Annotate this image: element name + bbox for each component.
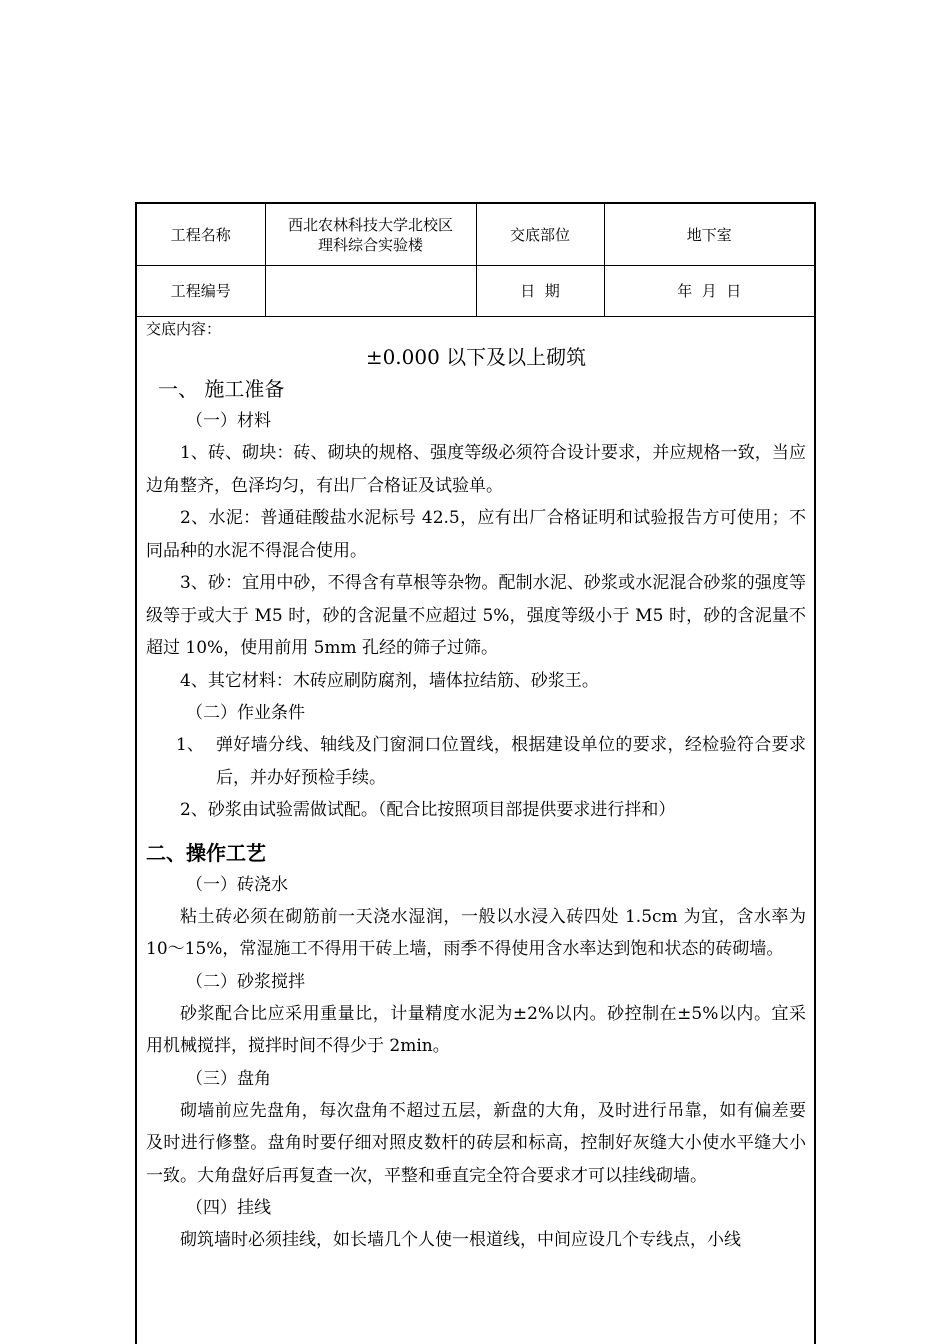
section1-sub1: （一）材料: [186, 411, 271, 431]
section1-list-item: [146, 729, 806, 794]
project-name-label: 工程名称: [137, 204, 265, 266]
header-table: [137, 204, 814, 317]
project-no-label: 工程编号: [137, 266, 265, 317]
section2-sub1: （一）砖浇水: [186, 874, 288, 895]
section2-p2: 砂浆配合比应采用重量比，计量精度水泥为±2%以内。砂控制在±5%以内。宜采用机械搅拌，搅拌时间不得少于 2min。: [146, 1003, 806, 1056]
doc-title: ±0.000 以下及以上砌筑: [365, 345, 587, 369]
section2-p4: 砌筑墙时必须挂线，如长墙几个人使一根道线，中间应设几个专线点，小线: [180, 1230, 741, 1250]
section1-heading: 一、 施工准备: [158, 377, 285, 401]
list-item-number: 1、: [176, 735, 204, 755]
section1-p2: 2、水泥：普通硅酸盐水泥标号 42.5，应有出厂合格证明和试验报告方可使用；不同品种的水泥不得混合使用。: [146, 508, 806, 561]
section1-p3: 3、砂：宜用中砂，不得含有草根等杂物。配制水泥、砂浆或水泥混合砂浆的强度等级等于或大于 M5 时，砂的含泥量不应超过 5%，强度等级小于 M5 时，砂的含泥量不超过 10%，使用前用 5mm 孔经的筛子过筛。: [146, 573, 806, 658]
section2-p1: 粘土砖必须在砌筋前一天浇水湿润，一般以水浸入砖四处 1.5cm 为宜，含水率为 10～15%，常湿施工不得用干砖上墙，雨季不得使用含水率达到饱和状态的砖砌墙。: [146, 906, 806, 959]
section1-p1: 1、砖、砌块：砖、砌块的规格、强度等级必须符合设计要求，并应规格一致，当应边角整齐，色泽均匀，有出厂合格证及试验单。: [146, 443, 806, 496]
section2-sub2: （二）砂浆搅拌: [186, 971, 305, 992]
list-item-text: 弹好墙分线、轴线及门窗洞口位置线，根据建设单位的要求，经检验符合要求后，并办好预检手续。: [216, 735, 806, 788]
content-area: [137, 318, 814, 1257]
location-value: 地下室: [604, 204, 814, 266]
section2-p3: 砌墙前应先盘角，每次盘角不超过五层，新盘的大角，及时进行吊靠，如有偏差要及时进行修整。盘角时要仔细对照皮数杆的砖层和标高，控制好灰缝大小使水平缝大小一致。大角盘好后再复查一次，平整和垂直完全符合要求才可以挂线砌墙。: [146, 1100, 806, 1186]
document-frame: [135, 202, 816, 1344]
date-label: 日 期: [476, 266, 604, 317]
section1-p4: 4、其它材料：木砖应刷防腐剂，墙体拉结筋、砂浆王。: [180, 670, 599, 691]
project-name-value: [265, 204, 476, 266]
section2-sub4: （四）挂线: [186, 1198, 271, 1218]
project-name-line2: 理科综合实验楼: [317, 235, 423, 254]
date-value: 年 月 日: [604, 266, 814, 317]
location-label: 交底部位: [476, 204, 604, 266]
content-label: 交底内容：: [146, 320, 222, 338]
section1-p5: 2、砂浆由试验需做试配。（配合比按照项目部提供要求进行拌和）: [180, 800, 676, 820]
section1-sub2: （二）作业条件: [186, 703, 305, 723]
project-name-line1: 西北农林科技大学北校区: [287, 215, 453, 234]
section2-sub3: （三）盘角: [186, 1068, 271, 1089]
section2-heading: 二、操作工艺: [146, 840, 266, 865]
project-no-value: [265, 266, 476, 317]
